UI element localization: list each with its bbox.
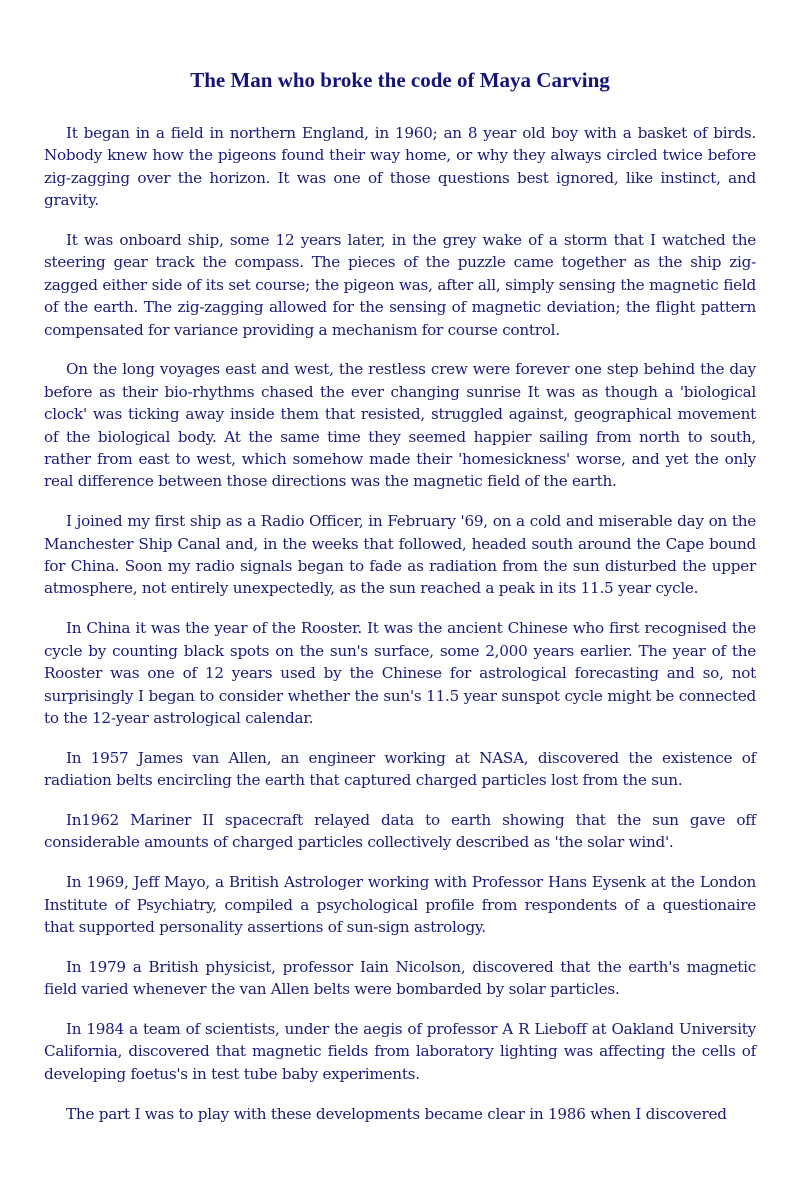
paragraph-voyages: On the long voyages east and west, the restless crew were forever one step behind the day before as their bio-rhythms chased the ever changing sunrise It was as though a 'biological clock' was ticking away inside them that resisted, struggled against, geographical movement of the biological body. At the same time they seemed happier sailing from north to south, rather from east to west, which somehow made their 'homesickness' worse, and yet the only real difference between those directions was the magnetic field of the earth. — [44, 360, 756, 491]
document-title: The Man who broke the code of Maya Carving — [190, 68, 610, 92]
document-page — [44, 64, 756, 1142]
paragraph-jeff-mayo: In 1969, Jeff Mayo, a British Astrologer working with Professor Hans Eysenk at the London Institute of Psychiatry, compiled a psychological profile from respondents of a questionaire that supported personality assertions of sun-sign astrology. — [44, 873, 756, 936]
paragraph-ship-compass: It was onboard ship, some 12 years later, in the grey wake of a storm that I watched the steering gear track the compass. The pieces of the puzzle came together as the ship zig-zagged either side of its set course; the pigeon was, after all, simply sensing the magnetic field of the earth. The zig-zagging allowed for the sensing of magnetic deviation; the flight pattern compensated for variance providing a mechanism for course control. — [44, 231, 756, 339]
paragraph-mariner: In1962 Mariner II spacecraft relayed data to earth showing that the sun gave off considerable amounts of charged particles collectively described as 'the solar wind'. — [44, 810, 756, 852]
paragraph-nicolson: In 1979 a British physicist, professor Iain Nicolson, discovered that the earth's magnetic field varied whenever the van Allen belts were bombarded by solar particles. — [44, 957, 756, 999]
paragraph-radio-officer: I joined my first ship as a Radio Officer, in February '69, on a cold and miserable day on the Manchester Ship Canal and, in the weeks that followed, headed south around the Cape bound for China. Soon my radio signals began to fade as radiation from the sun disturbed the upper atmosphere, not entirely unexpectedly, as the sun reached a peak in its 11.5 year cycle. — [44, 512, 756, 598]
paragraph-lieboff: In 1984 a team of scientists, under the aegis of professor A R Lieboff at Oakland University California, discovered that magnetic fields from laboratory lighting was affecting the cells of developing foetus's in test tube baby experiments. — [44, 1019, 756, 1083]
paragraph-1986: The part I was to play with these developments became clear in 1986 when I discovered — [66, 1104, 727, 1123]
paragraph-rooster: In China it was the year of the Rooster. It was the ancient Chinese who first recognised the cycle by counting black spots on the sun's surface, some 2,000 years earlier. The year of the Rooster was one of 12 years used by the Chinese for astrological forecasting and so, not surprisingly I began to consider whether the sun's 11.5 year sunspot cycle might be connected to the 12-year astrological calendar. — [44, 619, 756, 727]
paragraph-pigeons: It began in a field in northern England, in 1960; an 8 year old boy with a basket of birds. Nobody knew how the pigeons found their way home, or why they always circled twice before zig-zagging over the horizon. It was one of those questions best ignored, like instinct, and gravity. — [44, 124, 756, 210]
paragraph-van-allen: In 1957 James van Allen, an engineer working at NASA, discovered the existence of radiation belts encircling the earth that captured charged particles lost from the sun. — [44, 748, 756, 790]
